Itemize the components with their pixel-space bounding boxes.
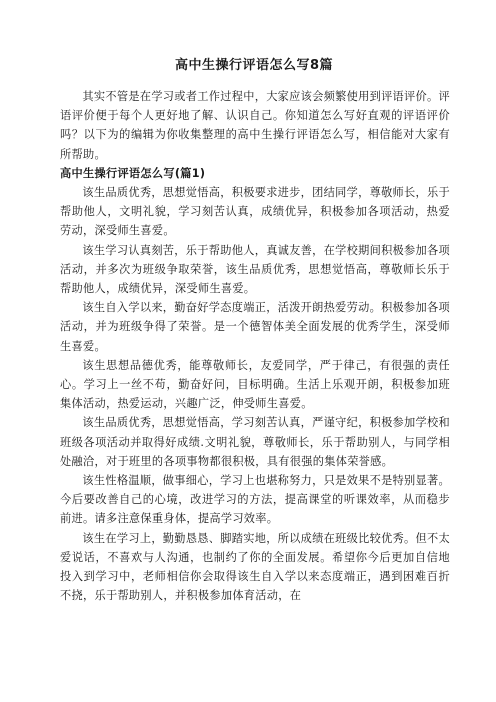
comment-paragraph-4: 该生思想品德优秀，能尊敬师长，友爱同学，严于律己，有很强的责任心。学习上一丝不苟，勤奋好问，目标明确。生活上乐观开朗，积极参加班集体活动，热爱运动，兴趣广泛，伸受师生喜爱。 xyxy=(60,358,450,411)
section-heading: 高中生操行评语怎么写(篇1) xyxy=(60,166,206,180)
comment-paragraph-5: 该生品质优秀，思想觉悟高，学习刻苦认真，严谨守纪，积极参加学校和班级各项活动并取得好成绩.文明礼貌，尊敬师长，乐于帮助别人，与同学相处融洽，对于班里的各项事物都很积极，具有很强的集体荣誉感。 xyxy=(60,416,450,468)
comment-paragraph-6: 该生性格温顺，做事细心，学习上也堪称努力，只是效果不是特别显著。今后要改善自己的心境，改进学习的方法，提高课堂的听课效率，从而稳步前进。请多注意保重身体，提高学习效率。 xyxy=(60,474,450,526)
comment-paragraph-1: 该生品质优秀，思想觉悟高，积极要求进步，团结同学，尊敬师长，乐于帮助他人，文明礼貌，学习刻苦认真，成绩优异，积极参加各项活动，热爱劳动，深受师生喜爱。 xyxy=(60,186,450,238)
comment-paragraph-3: 该生自入学以来，勤奋好学态度端正，活泼开朗热爱劳动。积极参加各项活动，并为班级争得了荣誉。是一个德智体美全面发展的优秀学生，深受师生喜爱。 xyxy=(60,301,450,353)
comment-paragraph-7: 该生在学习上，勤勤恳恳、脚踏实地，所以成绩在班级比较优秀。但不太爱说话，不喜欢与人沟通，也制约了你的全面发展。希望你今后更加自信地投入到学习中，老师相信你会取得该生自入学以来态度端正，遇到困难百折不挠，乐于帮助别人，并积极参加体育活动，在 xyxy=(60,531,450,603)
document-title: 高中生操行评语怎么写8篇 xyxy=(174,58,334,73)
intro-paragraph: 其实不管是在学习或者工作过程中，大家应该会频繁使用到评语评价。评语评价便于每个人更好地了解、认识自己。你知道怎么写好直观的评语评价吗？以下为的编辑为你收集整理的高中生操行评语怎么写，相信能对大家有所帮助。 xyxy=(60,90,450,161)
comment-paragraph-2: 该生学习认真刻苦，乐于帮助他人，真诚友善，在学校期间积极参加各项活动，并多次为班级争取荣誉，该生品质优秀，思想觉悟高，尊敬师长乐于帮助他人，成绩优异，深受师生喜爱。 xyxy=(60,243,450,296)
